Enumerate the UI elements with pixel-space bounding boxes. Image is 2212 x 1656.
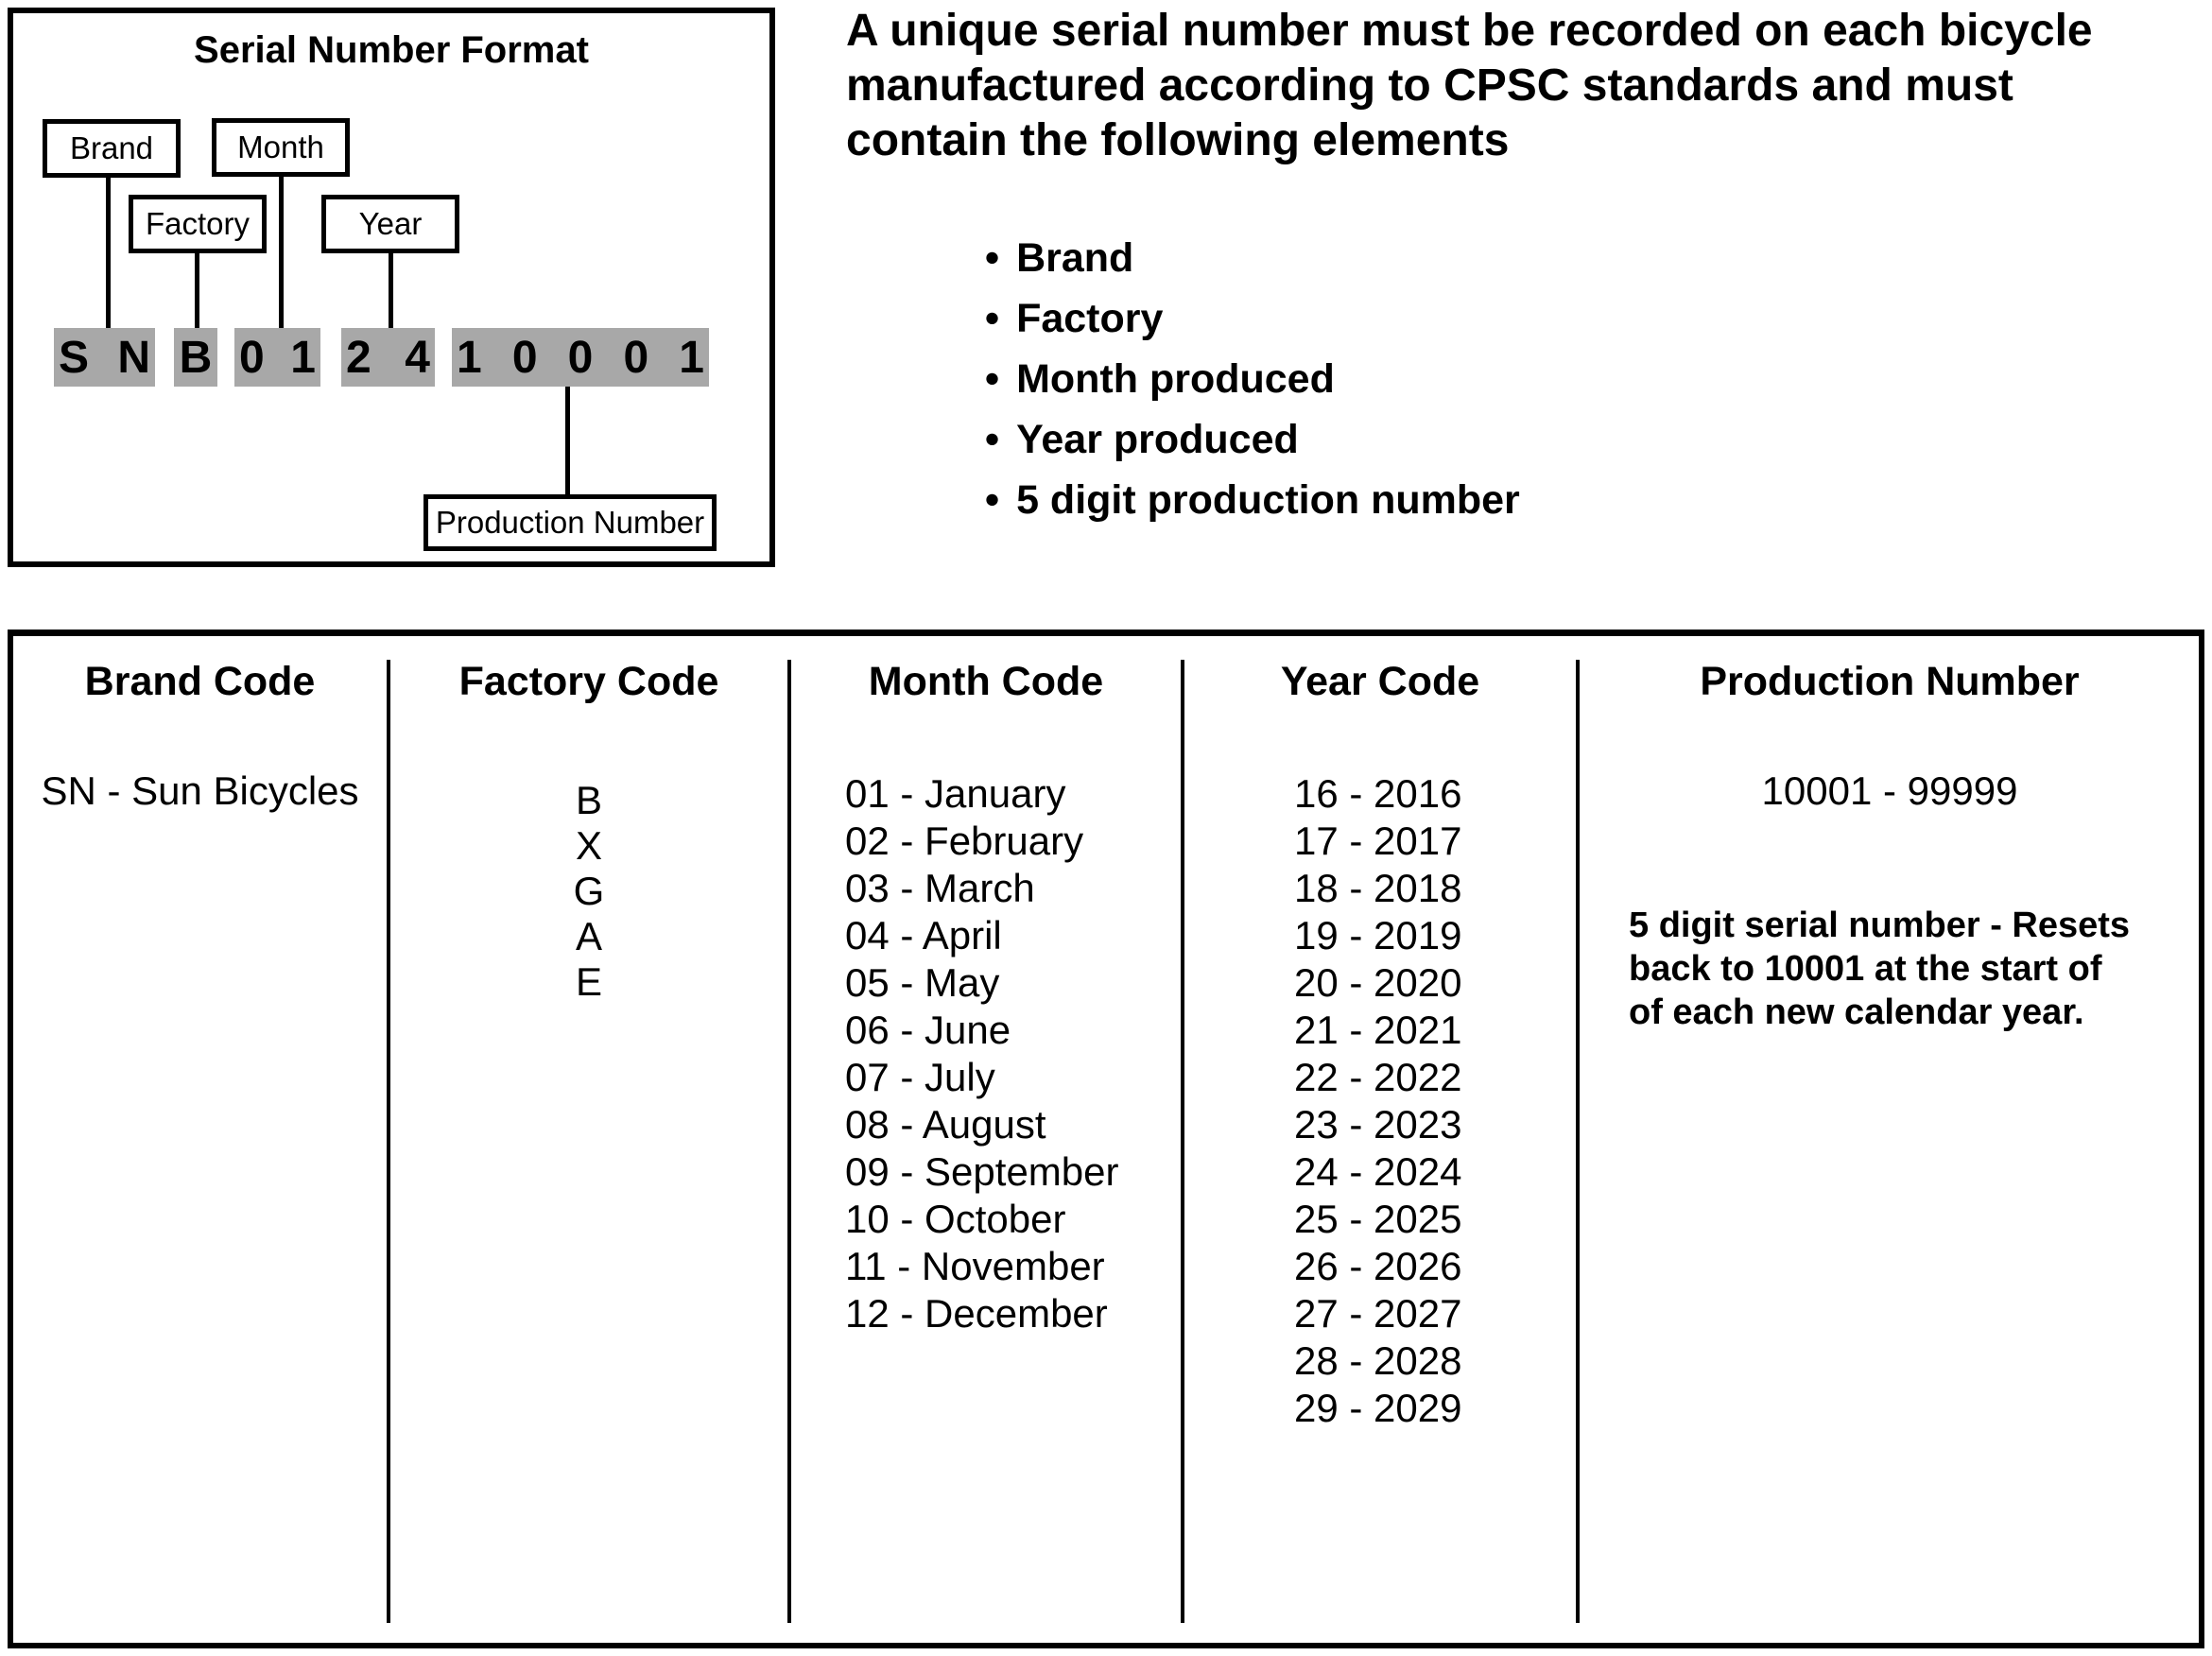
column-month-code xyxy=(791,636,1181,1643)
factory-code-item: A xyxy=(575,914,602,958)
serial-char: S xyxy=(59,332,90,383)
year-code-item: 17 - 2017 xyxy=(1294,819,1462,863)
production-note-line: 5 digit serial number - Resets xyxy=(1629,906,2131,945)
serial-char: 4 xyxy=(405,332,430,383)
serial-char: 1 xyxy=(457,332,482,383)
column-header: Month Code xyxy=(868,659,1104,704)
brand-label: Brand xyxy=(69,130,154,165)
month-code-item: 10 - October xyxy=(845,1197,1066,1241)
serial-char: 2 xyxy=(346,332,372,383)
bullet-label: Month produced xyxy=(1016,356,1335,402)
serial-chars-production xyxy=(452,328,709,387)
column-header: Brand Code xyxy=(84,659,316,704)
year-code-list xyxy=(1294,770,1461,1432)
factory-code-item: E xyxy=(575,959,602,1004)
factory-label: Factory xyxy=(145,206,251,241)
year-code-item: 20 - 2020 xyxy=(1294,960,1462,1005)
year-code-item: 26 - 2026 xyxy=(1294,1244,1462,1288)
serial-char: 0 xyxy=(623,332,649,383)
year-code-item: 27 - 2027 xyxy=(1294,1291,1462,1336)
month-code-list xyxy=(845,770,1119,1337)
month-code-item: 04 - April xyxy=(845,913,1002,957)
column-year-code xyxy=(1184,636,1576,1643)
serial-chars-year xyxy=(341,328,435,387)
bullet-dot: • xyxy=(985,296,1000,341)
bullet-dot: • xyxy=(985,417,1000,462)
year-code-item: 29 - 2029 xyxy=(1294,1386,1462,1430)
serial-char: 0 xyxy=(511,332,538,383)
intro-paragraph xyxy=(846,4,2207,168)
year-connector-line xyxy=(389,253,393,328)
month-label-box xyxy=(212,118,350,177)
factory-code-item: B xyxy=(575,778,602,822)
brand-label-box xyxy=(43,119,181,178)
year-label-box xyxy=(321,195,459,253)
production-number-label-box xyxy=(423,494,717,551)
column-header: Year Code xyxy=(1280,659,1480,704)
month-code-item: 01 - January xyxy=(845,771,1066,816)
year-code-item: 24 - 2024 xyxy=(1294,1149,1462,1194)
diagram-title: Serial Number Format xyxy=(194,29,589,71)
month-code-item: 09 - September xyxy=(845,1149,1119,1194)
year-code-item: 22 - 2022 xyxy=(1294,1055,1462,1099)
month-label: Month xyxy=(237,129,324,164)
factory-code-item: G xyxy=(573,869,605,913)
year-code-item: 25 - 2025 xyxy=(1294,1197,1462,1241)
production-number-label: Production Number xyxy=(435,505,705,540)
intro-paragraph-line: manufactured according to CPSC standards and must xyxy=(846,60,2013,111)
brand-connector-line xyxy=(106,178,111,328)
serial-char: 1 xyxy=(290,332,316,383)
production-note-line: back to 10001 at the start of xyxy=(1629,949,2102,989)
month-code-item: 08 - August xyxy=(845,1102,1046,1147)
month-connector-line xyxy=(279,177,284,328)
list-item xyxy=(985,409,1520,470)
column-header: Factory Code xyxy=(458,659,719,704)
serial-char: 0 xyxy=(567,332,594,383)
factory-connector-line xyxy=(195,253,199,328)
month-code-item: 12 - December xyxy=(845,1291,1108,1336)
bullet-dot: • xyxy=(985,235,1000,281)
month-code-item: 07 - July xyxy=(845,1055,995,1099)
bullet-label: 5 digit production number xyxy=(1016,477,1520,523)
year-code-item: 28 - 2028 xyxy=(1294,1338,1462,1383)
bullet-dot: • xyxy=(985,477,1000,523)
month-code-item: 02 - February xyxy=(845,819,1084,863)
serial-chars-factory xyxy=(174,328,217,387)
intro-paragraph-line: A unique serial number must be recorded on each bicycle xyxy=(846,6,2093,56)
column-production-number xyxy=(1580,636,2200,1643)
month-code-item: 11 - November xyxy=(845,1244,1105,1288)
bullet-dot: • xyxy=(985,356,1000,402)
column-header: Production Number xyxy=(1700,659,2080,704)
serial-char: B xyxy=(179,332,213,383)
year-code-item: 19 - 2019 xyxy=(1294,913,1462,957)
code-reference-table xyxy=(8,630,2204,1648)
production-note-line: of each new calendar year. xyxy=(1629,992,2084,1032)
month-code-item: 06 - June xyxy=(845,1008,1011,1052)
bullet-label: Year produced xyxy=(1016,417,1299,462)
list-item xyxy=(985,228,1520,288)
required-elements-list xyxy=(985,228,1520,530)
brand-code-item: SN - Sun Bicycles xyxy=(41,768,359,813)
year-label: Year xyxy=(358,206,423,241)
month-code-item: 03 - March xyxy=(845,866,1035,910)
serial-chars-brand xyxy=(54,328,155,387)
year-code-item: 21 - 2021 xyxy=(1294,1008,1462,1052)
column-factory-code xyxy=(390,636,787,1643)
year-code-item: 16 - 2016 xyxy=(1294,771,1462,816)
serial-char: 0 xyxy=(239,332,265,383)
list-item xyxy=(985,288,1520,349)
column-brand-code xyxy=(13,636,387,1643)
list-item xyxy=(985,470,1520,530)
serial-format-diagram xyxy=(8,8,775,567)
intro-paragraph-line: contain the following elements xyxy=(846,115,1510,165)
bullet-label: Brand xyxy=(1016,235,1134,281)
bullet-label: Factory xyxy=(1016,296,1164,341)
factory-code-item: X xyxy=(575,823,602,868)
production-connector-line xyxy=(565,387,570,494)
list-item xyxy=(985,349,1520,409)
production-note xyxy=(1629,904,2181,1034)
serial-char: 1 xyxy=(679,332,704,383)
serial-chars-month xyxy=(234,328,320,387)
intro-text xyxy=(846,4,2207,523)
year-code-item: 23 - 2023 xyxy=(1294,1102,1462,1147)
production-range: 10001 - 99999 xyxy=(1761,768,2018,813)
factory-code-list xyxy=(390,778,787,1005)
year-code-item: 18 - 2018 xyxy=(1294,866,1462,910)
factory-label-box xyxy=(129,195,267,253)
month-code-item: 05 - May xyxy=(845,960,1000,1005)
serial-char: N xyxy=(117,332,150,383)
